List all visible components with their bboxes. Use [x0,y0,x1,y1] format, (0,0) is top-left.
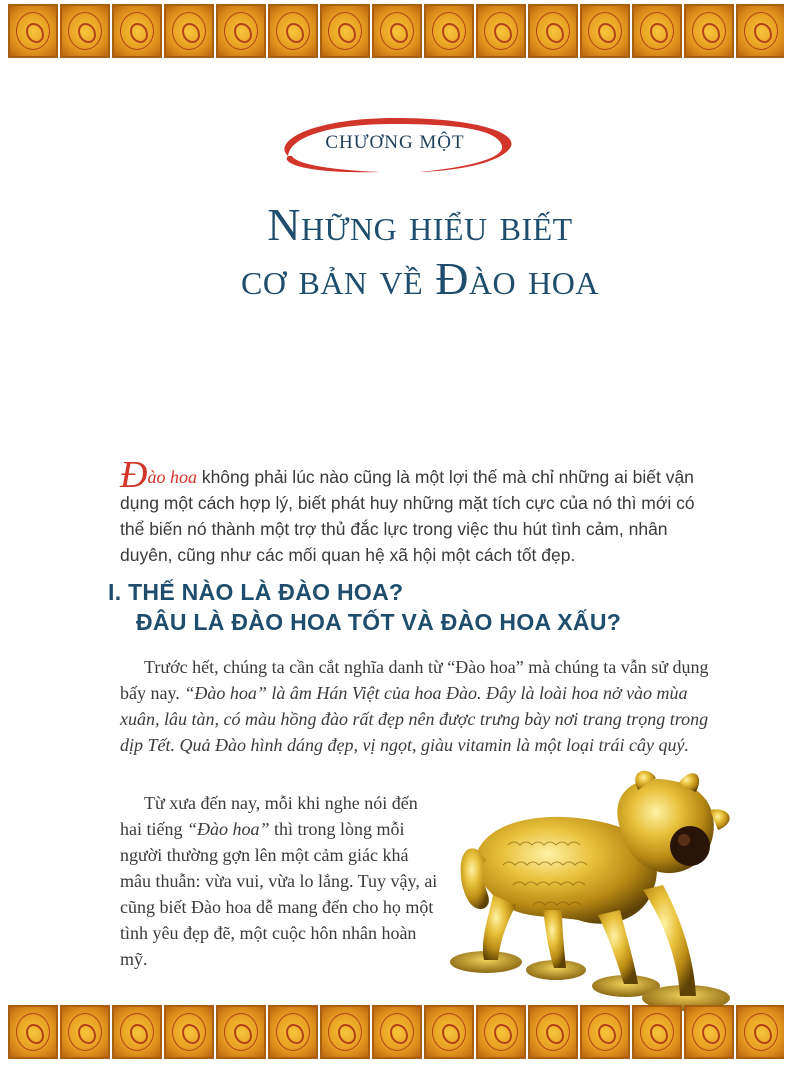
ornament-tile-icon [580,4,630,58]
ornament-tile-icon [632,4,682,58]
ornament-tile-icon [164,4,214,58]
ornament-tile-icon [216,4,266,58]
chapter-badge [270,112,520,176]
ornament-tile-icon [736,4,784,58]
para2-italic: “Đào hoa” [186,819,270,839]
ornament-tile-icon [580,1005,630,1059]
section-heading-line-2: ĐÂU LÀ ĐÀO HOA TỐT VÀ ĐÀO HOA XẤU? [136,609,622,635]
para2-text-b: thì trong lòng mỗi người thường gợn lên một cảm giác khá mâu thuẫn: vừa vui, vừa lo lắng. Tuy vậy, ai cũng biết Đào hoa dễ mang đến cho họ một tình yêu đẹp đẽ, một cuộc hôn nhân hoàn mỹ. [120,819,438,969]
ornament-tile-icon [476,1005,526,1059]
drop-cap: Đ [120,454,148,496]
ornament-tile-icon [684,1005,734,1059]
ornament-tile-icon [8,4,58,58]
top-ornament-border [8,4,784,58]
ornament-tile-icon [60,4,110,58]
ornament-tile-icon [320,1005,370,1059]
bottom-ornament-border [8,1005,784,1059]
ornament-tile-icon [112,4,162,58]
chapter-label: CHƯƠNG MỘT [325,132,465,153]
ornament-tile-icon [216,1005,266,1059]
qilin-figurine-icon [438,770,768,1020]
para1-text: Trước hết, chúng ta cần cắt nghĩa danh từ “Đào hoa” mà chúng ta vẫn sử dụng bấy nay. [120,657,709,703]
ornament-tile-icon [476,4,526,58]
title-line-1: Những hiểu biết [267,199,573,250]
ornament-tile-icon [60,1005,110,1059]
section-heading [108,577,728,637]
ornament-tile-icon [320,4,370,58]
intro-text: không phải lúc nào cũng là một lợi thế mà chỉ những ai biết vận dụng một cách hợp lý, biết phát huy những mặt tích cực của nó thì mới có thể biến nó thành một trợ thủ đắc lực trong việc thu hút tình cảm, nhân duyên, cũng như các mối quan hệ xã hội một cách tốt đẹp. [120,467,695,565]
intro-paragraph [120,454,710,568]
ornament-tile-icon [424,1005,474,1059]
ornament-tile-icon [528,4,578,58]
ornament-tile-icon [424,4,474,58]
ornament-tile-icon [372,1005,422,1059]
body-paragraph-2 [120,790,440,972]
ornament-tile-icon [528,1005,578,1059]
para2-text-a: Từ xưa đến nay, mỗi khi nghe nói đến hai tiếng [120,793,418,839]
ornament-tile-icon [268,1005,318,1059]
body-paragraph-1 [120,654,710,758]
ornament-tile-icon [632,1005,682,1059]
title-line-2: cơ bản về Đào hoa [241,253,599,304]
ornament-tile-icon [372,4,422,58]
intro-lead: ào hoa [147,467,197,487]
ornament-tile-icon [112,1005,162,1059]
ornament-tile-icon [8,1005,58,1059]
ornament-tile-icon [736,1005,784,1059]
section-heading-line-1: I. THẾ NÀO LÀ ĐÀO HOA? [108,579,404,605]
page-title [140,198,700,306]
ornament-tile-icon [164,1005,214,1059]
ornament-tile-icon [684,4,734,58]
para1-italic: “Đào hoa” là âm Hán Việt của hoa Đào. Đây là loài hoa nở vào mùa xuân, lâu tàn, có màu hồng đào rất đẹp nên được trưng bày nơi trang trọng trong dịp Tết. Quả Đào hình dáng đẹp, vị ngọt, giàu vitamin là một loại trái cây quý. [120,683,709,755]
ornament-tile-icon [268,4,318,58]
